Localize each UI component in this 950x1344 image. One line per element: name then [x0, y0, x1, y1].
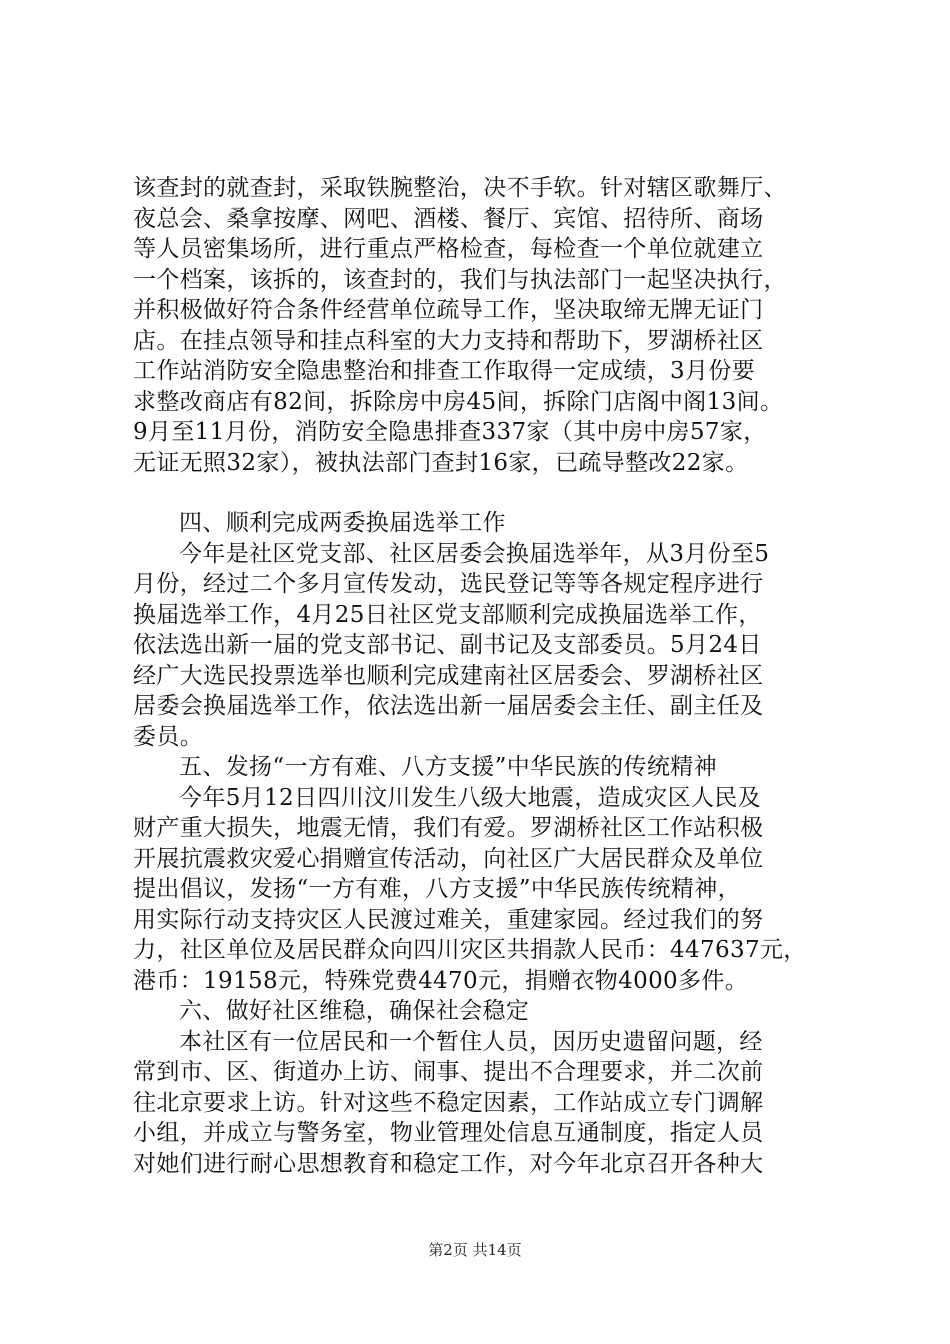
document-body	[133, 173, 833, 1179]
body-line: 一个档案，该拆的，该查封的，我们与执法部门一起坚决执行，	[133, 266, 787, 293]
section4	[133, 508, 833, 752]
body-line: 港币：19158元，特殊党费4470元，捐赠衣物4000多件。	[133, 967, 749, 994]
section6	[133, 996, 833, 1179]
body-line: 经广大选民投票选举也顺利完成建南社区居委会、罗湖桥社区	[133, 662, 764, 689]
body-line: 财产重大损失，地震无情，我们有爱。罗湖桥社区工作站积极	[133, 815, 764, 841]
body-line: 常到市、区、街道办上访、闹事、提出不合理要求，并二次前	[133, 1059, 764, 1085]
body-line: 居委会换届选举工作，依法选出新一届居委会主任、副主任及	[133, 693, 764, 719]
page-number-label: 第2页 共14页	[428, 1241, 522, 1259]
body-line: 并积极做好符合条件经营单位疏导工作，坚决取缔无牌无证门	[133, 297, 764, 323]
body-line: 委员。	[133, 723, 204, 750]
section-heading: 六、做好社区维稳，确保社会稳定	[179, 998, 530, 1024]
body-line: 换届选举工作，4月25日社区党支部顺利完成换届选举工作，	[133, 601, 762, 628]
page-footer	[0, 1240, 950, 1260]
body-line: 开展抗震救灾爱心捐赠宣传活动，向社区广大居民群众及单位	[133, 845, 764, 872]
body-line: 月份，经过二个多月宣传发动，选民登记等等各规定程序进行	[133, 571, 764, 597]
body-line: 求整改商店有82间，拆除房中房45间，拆除门店阁中阁13间。	[133, 388, 784, 415]
body-line: 提出倡议，发扬“一方有难，八方支援”中华民族传统精神，	[133, 876, 741, 902]
body-line: 夜总会、桑拿按摩、网吧、酒楼、餐厅、宾馆、招待所、商场	[133, 205, 764, 232]
body-line: 依法选出新一届的党支部书记、副书记及支部委员。5月24日	[133, 632, 762, 658]
body-line: 工作站消防安全隐患整治和排查工作取得一定成绩，3月份要	[133, 358, 756, 384]
body-line: 9月至11月份，消防安全隐患排查337家（其中房中房57家，	[133, 419, 767, 445]
section5	[133, 752, 833, 996]
paragraph-gap	[133, 478, 833, 508]
section-heading: 四、顺利完成两委换届选举工作	[179, 510, 506, 536]
body-line: 小组，并成立与警务室，物业管理处信息互通制度，指定人员	[133, 1120, 764, 1146]
body-line: 今年是社区党支部、社区居委会换届选举年，从3月份至5	[179, 540, 770, 567]
body-line: 用实际行动支持灾区人民渡过难关，重建家园。经过我们的努	[133, 906, 764, 933]
section-heading: 五、发扬“一方有难、八方支援”中华民族的传统精神	[179, 754, 717, 780]
body-line: 对她们进行耐心思想教育和稳定工作，对今年北京召开各种大	[133, 1150, 764, 1177]
body-line: 力，社区单位及居民群众向四川灾区共捐款人民币：447637元，	[133, 937, 807, 963]
body-line: 无证无照32家），被执法部门查封16家，已疏导整改22家。	[133, 449, 749, 476]
body-line: 等人员密集场所，进行重点严格检查，每检查一个单位就建立	[133, 236, 764, 262]
body-line: 该查封的就查封，采取铁腕整治，决不手软。针对辖区歌舞厅、	[133, 175, 787, 201]
body-line: 店。在挂点领导和挂点科室的大力支持和帮助下，罗湖桥社区	[133, 327, 764, 354]
body-line: 往北京要求上访。针对这些不稳定因素，工作站成立专门调解	[133, 1089, 764, 1116]
body-line: 今年5月12日四川汶川发生八级大地震，造成灾区人民及	[179, 784, 761, 811]
body-line: 本社区有一位居民和一个暂住人员，因历史遗留问题，经	[179, 1028, 763, 1055]
section3-paragraph	[133, 173, 833, 478]
